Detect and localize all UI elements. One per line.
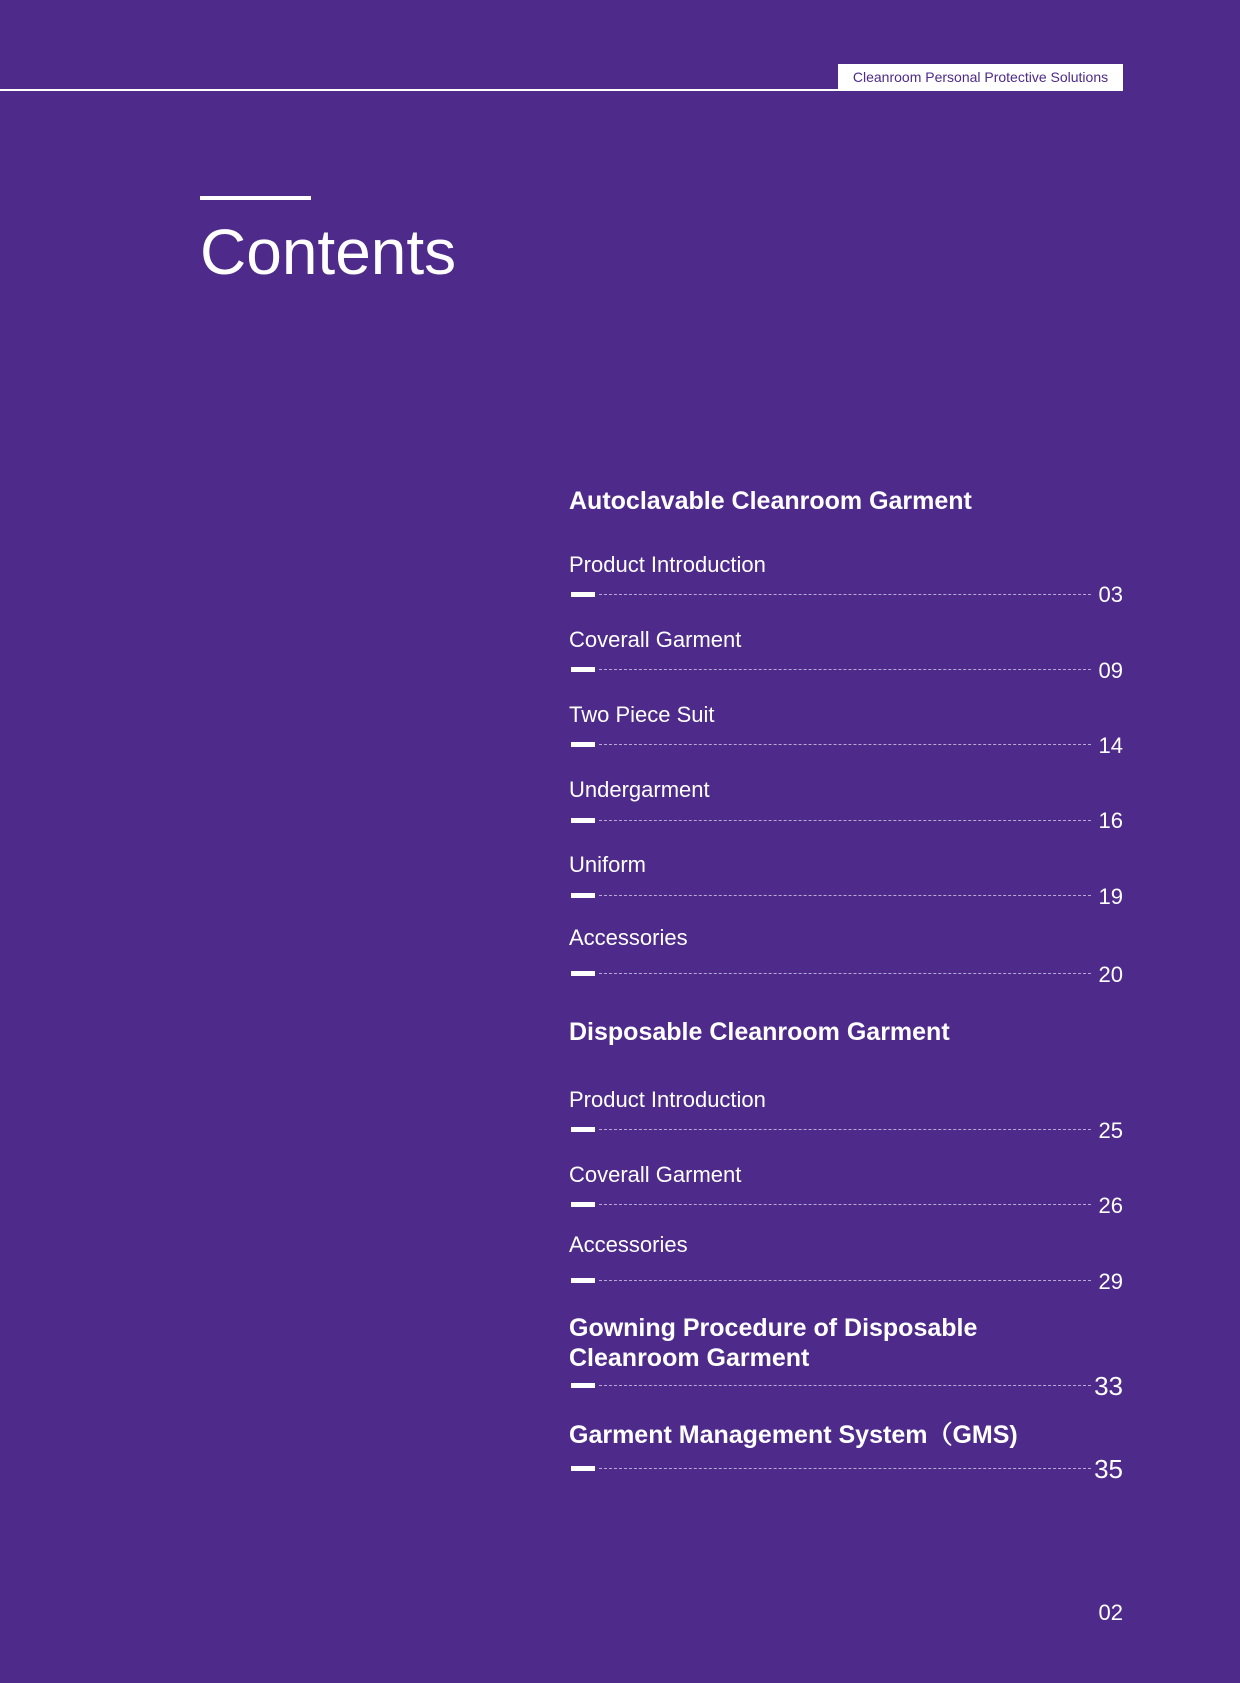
leader-dots [599,1468,1091,1469]
toc-page-number[interactable]: 35 [1094,1454,1123,1484]
toc-page-number[interactable]: 16 [1098,808,1123,833]
toc-page-number[interactable]: 20 [1098,962,1123,987]
toc-page-number[interactable]: 29 [1098,1269,1123,1294]
leader-mark [571,1278,595,1283]
toc-entry-label[interactable]: Coverall Garment [569,627,742,652]
toc-page-number[interactable]: 33 [1094,1371,1123,1401]
topic-heading-gms[interactable]: Garment Management System（GMS) [569,1421,1018,1449]
leader-dots [599,669,1091,670]
toc-entry-label[interactable]: Two Piece Suit [569,702,715,727]
leader-mark [571,667,595,672]
leader-mark [571,592,595,597]
page-folio: 02 [1098,1600,1123,1625]
leader-mark [571,1466,595,1471]
leader-mark [571,818,595,823]
section-heading-autoclavable: Autoclavable Cleanroom Garment [569,487,972,515]
toc-entry-label[interactable]: Product Introduction [569,552,766,577]
toc-entry-label[interactable]: Accessories [569,1232,688,1257]
leader-mark [571,1127,595,1132]
leader-dots [599,820,1091,821]
topic-heading-line: Gowning Procedure of Disposable [569,1314,978,1342]
leader-mark [571,893,595,898]
leader-dots [599,1280,1091,1281]
toc-page-number[interactable]: 14 [1098,733,1123,758]
leader-dots [599,973,1091,974]
leader-dots [599,594,1091,595]
header-tag: Cleanroom Personal Protective Solutions [838,64,1123,91]
toc-entry-label[interactable]: Coverall Garment [569,1162,742,1187]
toc-page-number[interactable]: 26 [1098,1193,1123,1218]
toc-entry-label[interactable]: Accessories [569,925,688,950]
toc-entry-label[interactable]: Product Introduction [569,1087,766,1112]
leader-mark [571,1202,595,1207]
toc-entry-label[interactable]: Undergarment [569,777,710,802]
page-title: Contents [200,216,457,288]
toc-page-number[interactable]: 25 [1098,1118,1123,1143]
toc-page-number[interactable]: 19 [1098,884,1123,909]
topic-heading-gowning[interactable] [569,1313,977,1373]
leader-dots [599,744,1091,745]
leader-mark [571,1383,595,1388]
toc-entry-label[interactable]: Uniform [569,852,647,877]
toc-page-number[interactable]: 09 [1098,658,1123,683]
topic-heading-line: Cleanroom Garment [569,1344,810,1372]
leader-dots [599,1204,1091,1205]
leader-dots [599,1129,1091,1130]
leader-mark [571,971,595,976]
section-heading-disposable: Disposable Cleanroom Garment [569,1018,950,1046]
leader-dots [599,895,1091,896]
toc-page-number[interactable]: 03 [1098,582,1123,607]
leader-mark [571,742,595,747]
leader-dots [599,1385,1091,1386]
